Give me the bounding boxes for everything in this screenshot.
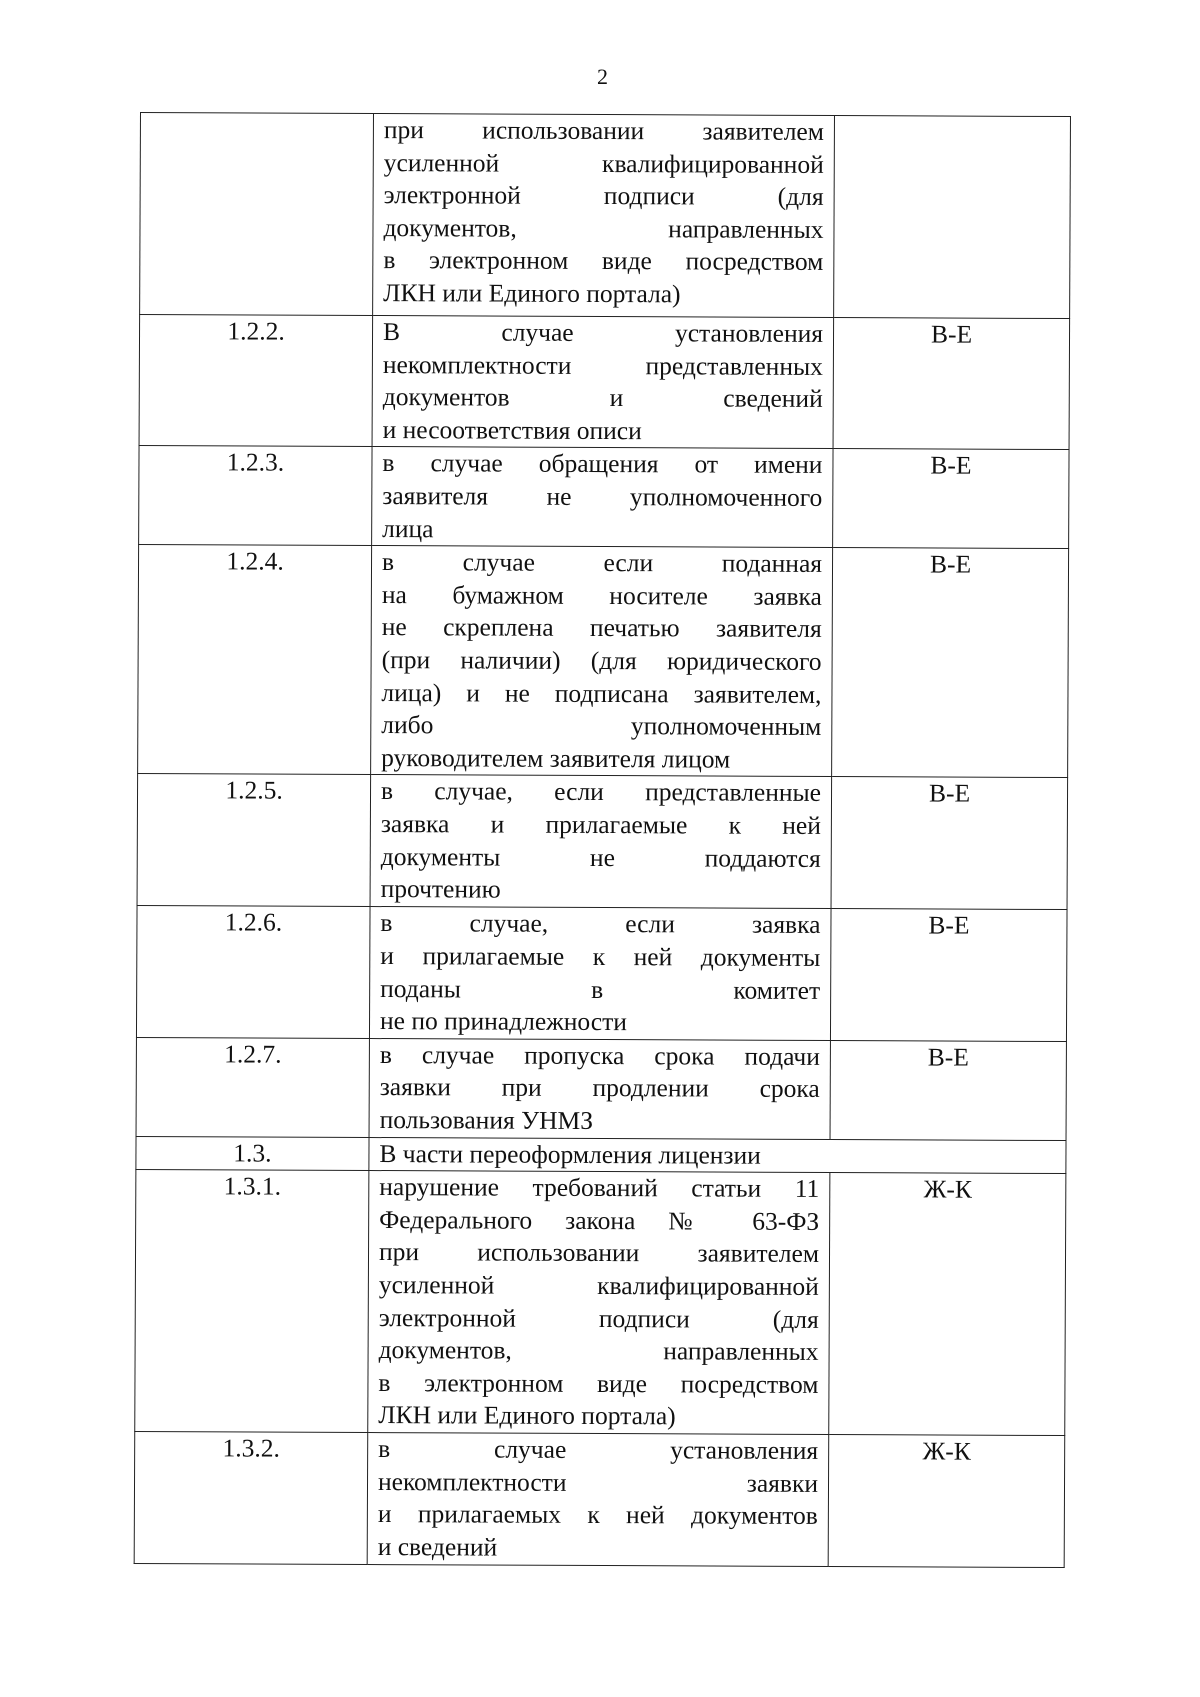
description-line: пользования УНМЗ	[379, 1104, 594, 1135]
description-line: руководителем заявителя лицом	[381, 742, 731, 774]
item-code: В-Е	[830, 909, 1067, 1041]
description-line: в случае обращения от имени	[382, 448, 823, 480]
description-line: в случае пропуска срока подачи	[379, 1039, 820, 1071]
description-line: и прилагаемых к ней документов	[377, 1499, 818, 1531]
description-line: В части переоформления лицензии	[379, 1138, 761, 1170]
item-description	[372, 447, 833, 548]
description-line: заявки при продлении срока	[379, 1072, 820, 1104]
item-code: Ж-К	[828, 1435, 1065, 1567]
item-number	[140, 113, 374, 316]
item-number: 1.2.3.	[139, 446, 372, 546]
description-line: и несоответствия описи	[382, 414, 642, 445]
table-row	[139, 315, 1070, 450]
table-row	[136, 1136, 1066, 1174]
description-line: заявка и прилагаемые к ней	[380, 808, 821, 840]
item-code: В-Е	[833, 318, 1070, 450]
description-line: поданы в комитет	[380, 973, 821, 1005]
description-line: усиленной квалифицированной	[383, 147, 824, 179]
item-number: 1.3.	[136, 1136, 369, 1171]
description-line: прочтению	[380, 874, 501, 904]
item-number: 1.3.2.	[134, 1432, 368, 1564]
table-row	[137, 774, 1068, 910]
description-line: документы не поддаются	[380, 841, 821, 873]
description-line: электронной подписи (для	[378, 1302, 819, 1334]
description-line: в электронном виде посредством	[383, 245, 824, 277]
description-line: не по принадлежности	[379, 1006, 628, 1037]
page-number: 2	[597, 64, 608, 89]
item-number: 1.2.5.	[137, 774, 371, 907]
item-number: 1.2.7.	[136, 1037, 369, 1137]
description-line: либо уполномоченным	[381, 710, 822, 742]
item-code	[834, 116, 1071, 319]
item-code: В-Е	[830, 1040, 1066, 1140]
description-line: в электронном виде посредством	[378, 1367, 819, 1399]
description-line: при использовании заявителем	[378, 1237, 820, 1269]
item-description	[373, 114, 835, 318]
table-row	[135, 1170, 1066, 1436]
item-description	[368, 1171, 830, 1435]
item-code: В-Е	[831, 777, 1068, 910]
description-line: лица	[382, 513, 434, 543]
description-line: лица) и не подписана заявителем,	[381, 677, 822, 709]
table-row	[138, 545, 1069, 778]
description-line: и прилагаемые к ней документы	[380, 940, 821, 972]
item-code: В-Е	[832, 548, 1069, 778]
description-line: документов, направленных	[383, 212, 824, 244]
item-number: 1.3.1.	[135, 1170, 369, 1433]
description-line: заявителя не уполномоченного	[382, 481, 823, 512]
item-code: В-Е	[833, 449, 1069, 549]
item-description	[371, 546, 833, 777]
description-line: (при наличии) (для юридического	[381, 644, 822, 676]
table-row	[136, 906, 1067, 1041]
description-line: на бумажном носителе заявка	[381, 579, 822, 611]
description-line: ЛКН или Единого портала)	[378, 1400, 676, 1431]
description-line: в случае, если заявка	[380, 908, 821, 940]
table-row	[139, 446, 1069, 549]
description-line: некомплектности представленных	[382, 349, 823, 381]
description-line: некомплектности заявки	[377, 1466, 819, 1498]
description-line: В случае установления	[382, 317, 824, 348]
description-line: в случае если поданная	[381, 547, 823, 579]
item-number: 1.2.4.	[138, 545, 372, 775]
description-line: не скреплена печатью заявителя	[381, 612, 822, 644]
description-line: Федерального закона № 63-ФЗ	[379, 1204, 820, 1236]
description-line: нарушение требований статьи 11	[379, 1172, 820, 1204]
description-line: в случае установления	[378, 1434, 819, 1466]
description-line: усиленной квалифицированной	[378, 1270, 819, 1302]
item-code: Ж-К	[829, 1173, 1066, 1436]
description-line: в случае, если представленные	[380, 776, 822, 808]
description-line: электронной подписи (для	[383, 180, 824, 212]
item-number: 1.2.6.	[136, 906, 370, 1038]
item-description	[372, 316, 834, 449]
table-row	[136, 1037, 1066, 1140]
table-row	[134, 1432, 1065, 1567]
item-description	[370, 775, 832, 909]
item-description	[369, 1137, 1066, 1174]
grounds-table	[134, 112, 1071, 1568]
item-number: 1.2.2.	[139, 315, 373, 447]
description-line: при использовании заявителем	[383, 115, 824, 146]
table-row	[140, 113, 1071, 319]
item-description	[367, 1433, 829, 1566]
description-line: ЛКН или Единого портала)	[383, 278, 681, 309]
description-line: и сведений	[377, 1532, 498, 1562]
item-description	[369, 907, 831, 1040]
description-line: документов и сведений	[382, 382, 823, 414]
item-description	[369, 1038, 830, 1139]
description-line: документов, направленных	[378, 1335, 819, 1367]
